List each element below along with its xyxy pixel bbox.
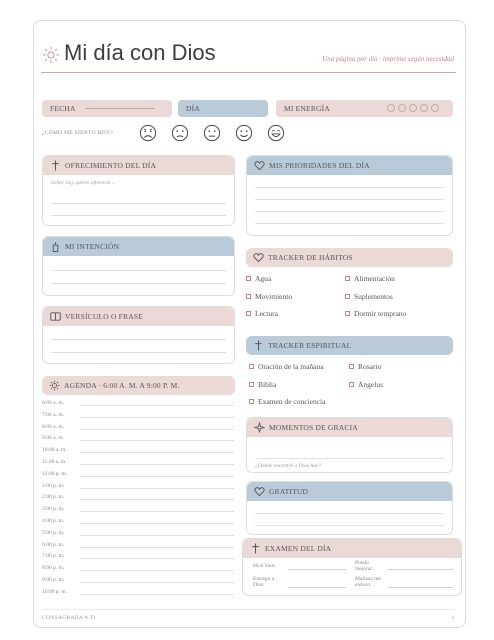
gracia-title: MOMENTOS DE GRACIA bbox=[269, 423, 358, 432]
prioridades-header bbox=[247, 156, 452, 175]
agenda-hour-label: 9:00 p. m. bbox=[42, 577, 65, 583]
happy-face-icon[interactable] bbox=[235, 124, 253, 142]
writing-line[interactable] bbox=[255, 223, 444, 224]
cross-icon bbox=[250, 543, 261, 554]
spiritual-label: Biblia bbox=[258, 380, 277, 389]
gracia-header bbox=[247, 418, 452, 437]
agenda-hour-label: 10:00 p. m. bbox=[42, 588, 68, 595]
energy-circle[interactable] bbox=[398, 104, 406, 112]
writing-line[interactable] bbox=[51, 270, 226, 271]
habit-check[interactable] bbox=[345, 309, 406, 318]
prioridades-title: MIS PRIORIDADES DEL DÍA bbox=[269, 161, 370, 170]
mood-label: ¿CÓMO ME SIENTO HOY? bbox=[42, 130, 114, 136]
espiritual-title: TRACKER ESPIRITUAL bbox=[268, 341, 352, 350]
agenda-hour-line[interactable] bbox=[80, 476, 234, 477]
intencion-card bbox=[42, 236, 235, 296]
writing-line[interactable] bbox=[51, 215, 226, 216]
spiritual-check[interactable] bbox=[249, 380, 276, 389]
fecha-label: FECHA bbox=[50, 104, 76, 113]
habit-check[interactable] bbox=[246, 274, 271, 283]
ofrecimiento-card bbox=[42, 155, 235, 226]
examen-puedo-label: Puedo mejorar: bbox=[355, 560, 374, 572]
examen-title: EXAMEN DEL DÍA bbox=[265, 544, 332, 553]
writing-line[interactable] bbox=[51, 283, 226, 284]
habit-check[interactable] bbox=[345, 274, 395, 283]
habit-label: Lectura bbox=[255, 309, 278, 318]
agenda-hour-line[interactable] bbox=[80, 523, 234, 524]
cross-icon bbox=[50, 160, 61, 171]
agenda-hour-line[interactable] bbox=[80, 452, 234, 453]
writing-line[interactable] bbox=[255, 458, 444, 459]
agenda-hour-line[interactable] bbox=[80, 417, 234, 418]
agenda-hour-label: 1:00 p. m. bbox=[42, 482, 65, 489]
agenda-hour-label: 6:00 a. m. bbox=[42, 400, 64, 406]
energy-circle[interactable] bbox=[420, 104, 428, 112]
ofrecimiento-header bbox=[43, 156, 234, 175]
agenda-hour-label: 6:00 p. m. bbox=[42, 541, 65, 548]
sun-icon bbox=[49, 380, 60, 391]
agenda-hour-line[interactable] bbox=[80, 582, 234, 583]
agenda-hour-line[interactable] bbox=[80, 429, 234, 430]
writing-line[interactable] bbox=[288, 587, 346, 588]
writing-line[interactable] bbox=[255, 513, 444, 514]
agenda-hour-line[interactable] bbox=[80, 558, 234, 559]
agenda-hour-label: 2:00 p. m. bbox=[42, 494, 65, 501]
writing-line[interactable] bbox=[255, 199, 444, 200]
agenda-hour-label: 3:00 p. m. bbox=[42, 506, 65, 513]
gracia-hint: ¿Dónde encontré a Dios hoy? bbox=[255, 463, 321, 469]
versiculo-card bbox=[42, 306, 235, 364]
agenda-hour-label: 12:00 p. m. bbox=[42, 470, 68, 477]
footer-divider bbox=[41, 609, 456, 610]
agenda-hour-line[interactable] bbox=[80, 511, 234, 512]
ofrecimiento-hint: Señor, hoy quiero ofrecerte... bbox=[51, 180, 115, 186]
page-subtitle: Una página por día · imprime según necesidad bbox=[322, 55, 454, 63]
espiritual-header bbox=[246, 336, 453, 355]
energy-circle[interactable] bbox=[409, 104, 417, 112]
writing-line[interactable] bbox=[51, 203, 226, 204]
agenda-hour-label: 8:00 p. m. bbox=[42, 565, 65, 572]
writing-line[interactable] bbox=[388, 587, 453, 588]
gracia-card bbox=[246, 417, 453, 473]
agenda-hour-line[interactable] bbox=[80, 405, 234, 406]
habit-label: Agua bbox=[255, 274, 272, 283]
habitos-card bbox=[246, 248, 453, 266]
examen-header bbox=[243, 539, 461, 558]
heart-icon bbox=[254, 160, 265, 171]
sad-face-icon[interactable] bbox=[171, 124, 189, 142]
spiritual-check[interactable] bbox=[249, 362, 324, 371]
neutral-face-icon[interactable] bbox=[203, 124, 221, 142]
candle-icon bbox=[50, 241, 61, 252]
versiculo-header bbox=[43, 307, 234, 326]
agenda-hour-line[interactable] bbox=[80, 440, 234, 441]
espiritual-card bbox=[246, 336, 453, 354]
spiritual-label: Examen de conciencia bbox=[258, 397, 326, 406]
intencion-header bbox=[43, 237, 234, 256]
agenda-title: AGENDA · 6:00 A. M. A 9:00 P. M. bbox=[64, 381, 180, 390]
agenda-hour-label: 7:00 p. m. bbox=[42, 553, 65, 560]
habit-label: Movimiento bbox=[255, 292, 293, 301]
energia-label: MI ENERGÍA bbox=[284, 104, 330, 113]
habit-label: Dormir temprano bbox=[354, 309, 407, 318]
agenda-hour-line[interactable] bbox=[80, 488, 234, 489]
writing-line[interactable] bbox=[255, 211, 444, 212]
fecha-line bbox=[85, 108, 155, 109]
writing-line[interactable] bbox=[255, 525, 444, 526]
energia-field bbox=[276, 100, 453, 117]
agenda-hour-label: 7:00 a. m. bbox=[42, 411, 64, 418]
agenda-card bbox=[42, 376, 235, 394]
habit-check[interactable] bbox=[345, 292, 393, 301]
heart-icon bbox=[254, 486, 265, 497]
gratitud-card bbox=[246, 481, 453, 535]
habit-check[interactable] bbox=[246, 292, 292, 301]
versiculo-title: VERSÍCULO O FRASE bbox=[65, 312, 143, 321]
intencion-title: MI INTENCIÓN bbox=[65, 242, 120, 251]
heart-icon bbox=[253, 252, 264, 263]
energy-circle[interactable] bbox=[387, 104, 395, 112]
dia-label: DÍA bbox=[186, 104, 200, 113]
agenda-hour-label: 5:00 p. m. bbox=[42, 529, 65, 536]
writing-line[interactable] bbox=[388, 569, 453, 570]
agenda-hour-line[interactable] bbox=[80, 499, 234, 500]
writing-line[interactable] bbox=[51, 352, 226, 353]
page-title: Mi día con Dios bbox=[64, 40, 216, 65]
agenda-header bbox=[42, 376, 235, 395]
gratitud-title: GRATITUD bbox=[269, 487, 309, 496]
agenda-hour-label: 9:00 a. m. bbox=[42, 435, 64, 442]
spiritual-label: Rosario bbox=[358, 362, 382, 371]
prioridades-card bbox=[246, 155, 453, 236]
energy-circles bbox=[384, 100, 439, 117]
habitos-title: TRACKER DE HÁBITOS bbox=[268, 253, 353, 262]
examen-entrego-label: Entrego a Dios: bbox=[253, 576, 275, 588]
agenda-hour-label: 8:00 a. m. bbox=[42, 423, 64, 430]
agenda-hour-label: 10:00 a. m. bbox=[42, 447, 67, 454]
dia-field[interactable] bbox=[178, 100, 268, 117]
gratitud-header bbox=[247, 482, 452, 501]
book-icon bbox=[50, 311, 61, 322]
spiritual-label: Oración de la mañana bbox=[258, 362, 324, 371]
mood-faces bbox=[139, 124, 285, 142]
examen-manana-label: Mañana me enfoco: bbox=[355, 576, 381, 588]
agenda-hour-line[interactable] bbox=[80, 594, 234, 595]
examen-card bbox=[242, 538, 462, 596]
cross-icon bbox=[253, 340, 264, 351]
fecha-field[interactable] bbox=[42, 100, 172, 117]
agenda-hour-line[interactable] bbox=[80, 547, 234, 548]
agenda-hour-line[interactable] bbox=[80, 464, 234, 465]
ofrecimiento-title: OFRECIMIENTO DEL DÍA bbox=[65, 161, 157, 170]
agenda-hour-line[interactable] bbox=[80, 535, 234, 536]
writing-line[interactable] bbox=[255, 187, 444, 188]
spiritual-label: Angelus bbox=[358, 380, 383, 389]
spiritual-check[interactable] bbox=[249, 397, 325, 406]
footer-brand: CONSAGRADA A TI bbox=[42, 615, 96, 621]
energy-circle[interactable] bbox=[431, 104, 439, 112]
sparkle-icon bbox=[254, 422, 265, 433]
habitos-header bbox=[246, 248, 453, 267]
title-divider bbox=[41, 72, 456, 73]
writing-line[interactable] bbox=[288, 569, 346, 570]
sun-icon bbox=[42, 46, 60, 64]
agenda-hour-label: 11:00 a. m. bbox=[42, 459, 67, 465]
habit-check[interactable] bbox=[246, 309, 278, 318]
examen-hice-bien-label: Hice bien: bbox=[253, 563, 276, 569]
agenda-hour-line[interactable] bbox=[80, 570, 234, 571]
habit-label: Alimentación bbox=[354, 274, 395, 283]
agenda-hour-label: 4:00 p. m. bbox=[42, 518, 65, 524]
spiritual-check[interactable] bbox=[349, 362, 381, 371]
writing-line[interactable] bbox=[51, 339, 226, 340]
very-sad-face-icon[interactable] bbox=[139, 124, 157, 142]
spiritual-check[interactable] bbox=[349, 380, 383, 389]
page-number: 4 bbox=[451, 615, 454, 621]
habit-label: Suplementos bbox=[354, 292, 393, 301]
very-happy-face-icon[interactable] bbox=[267, 124, 285, 142]
